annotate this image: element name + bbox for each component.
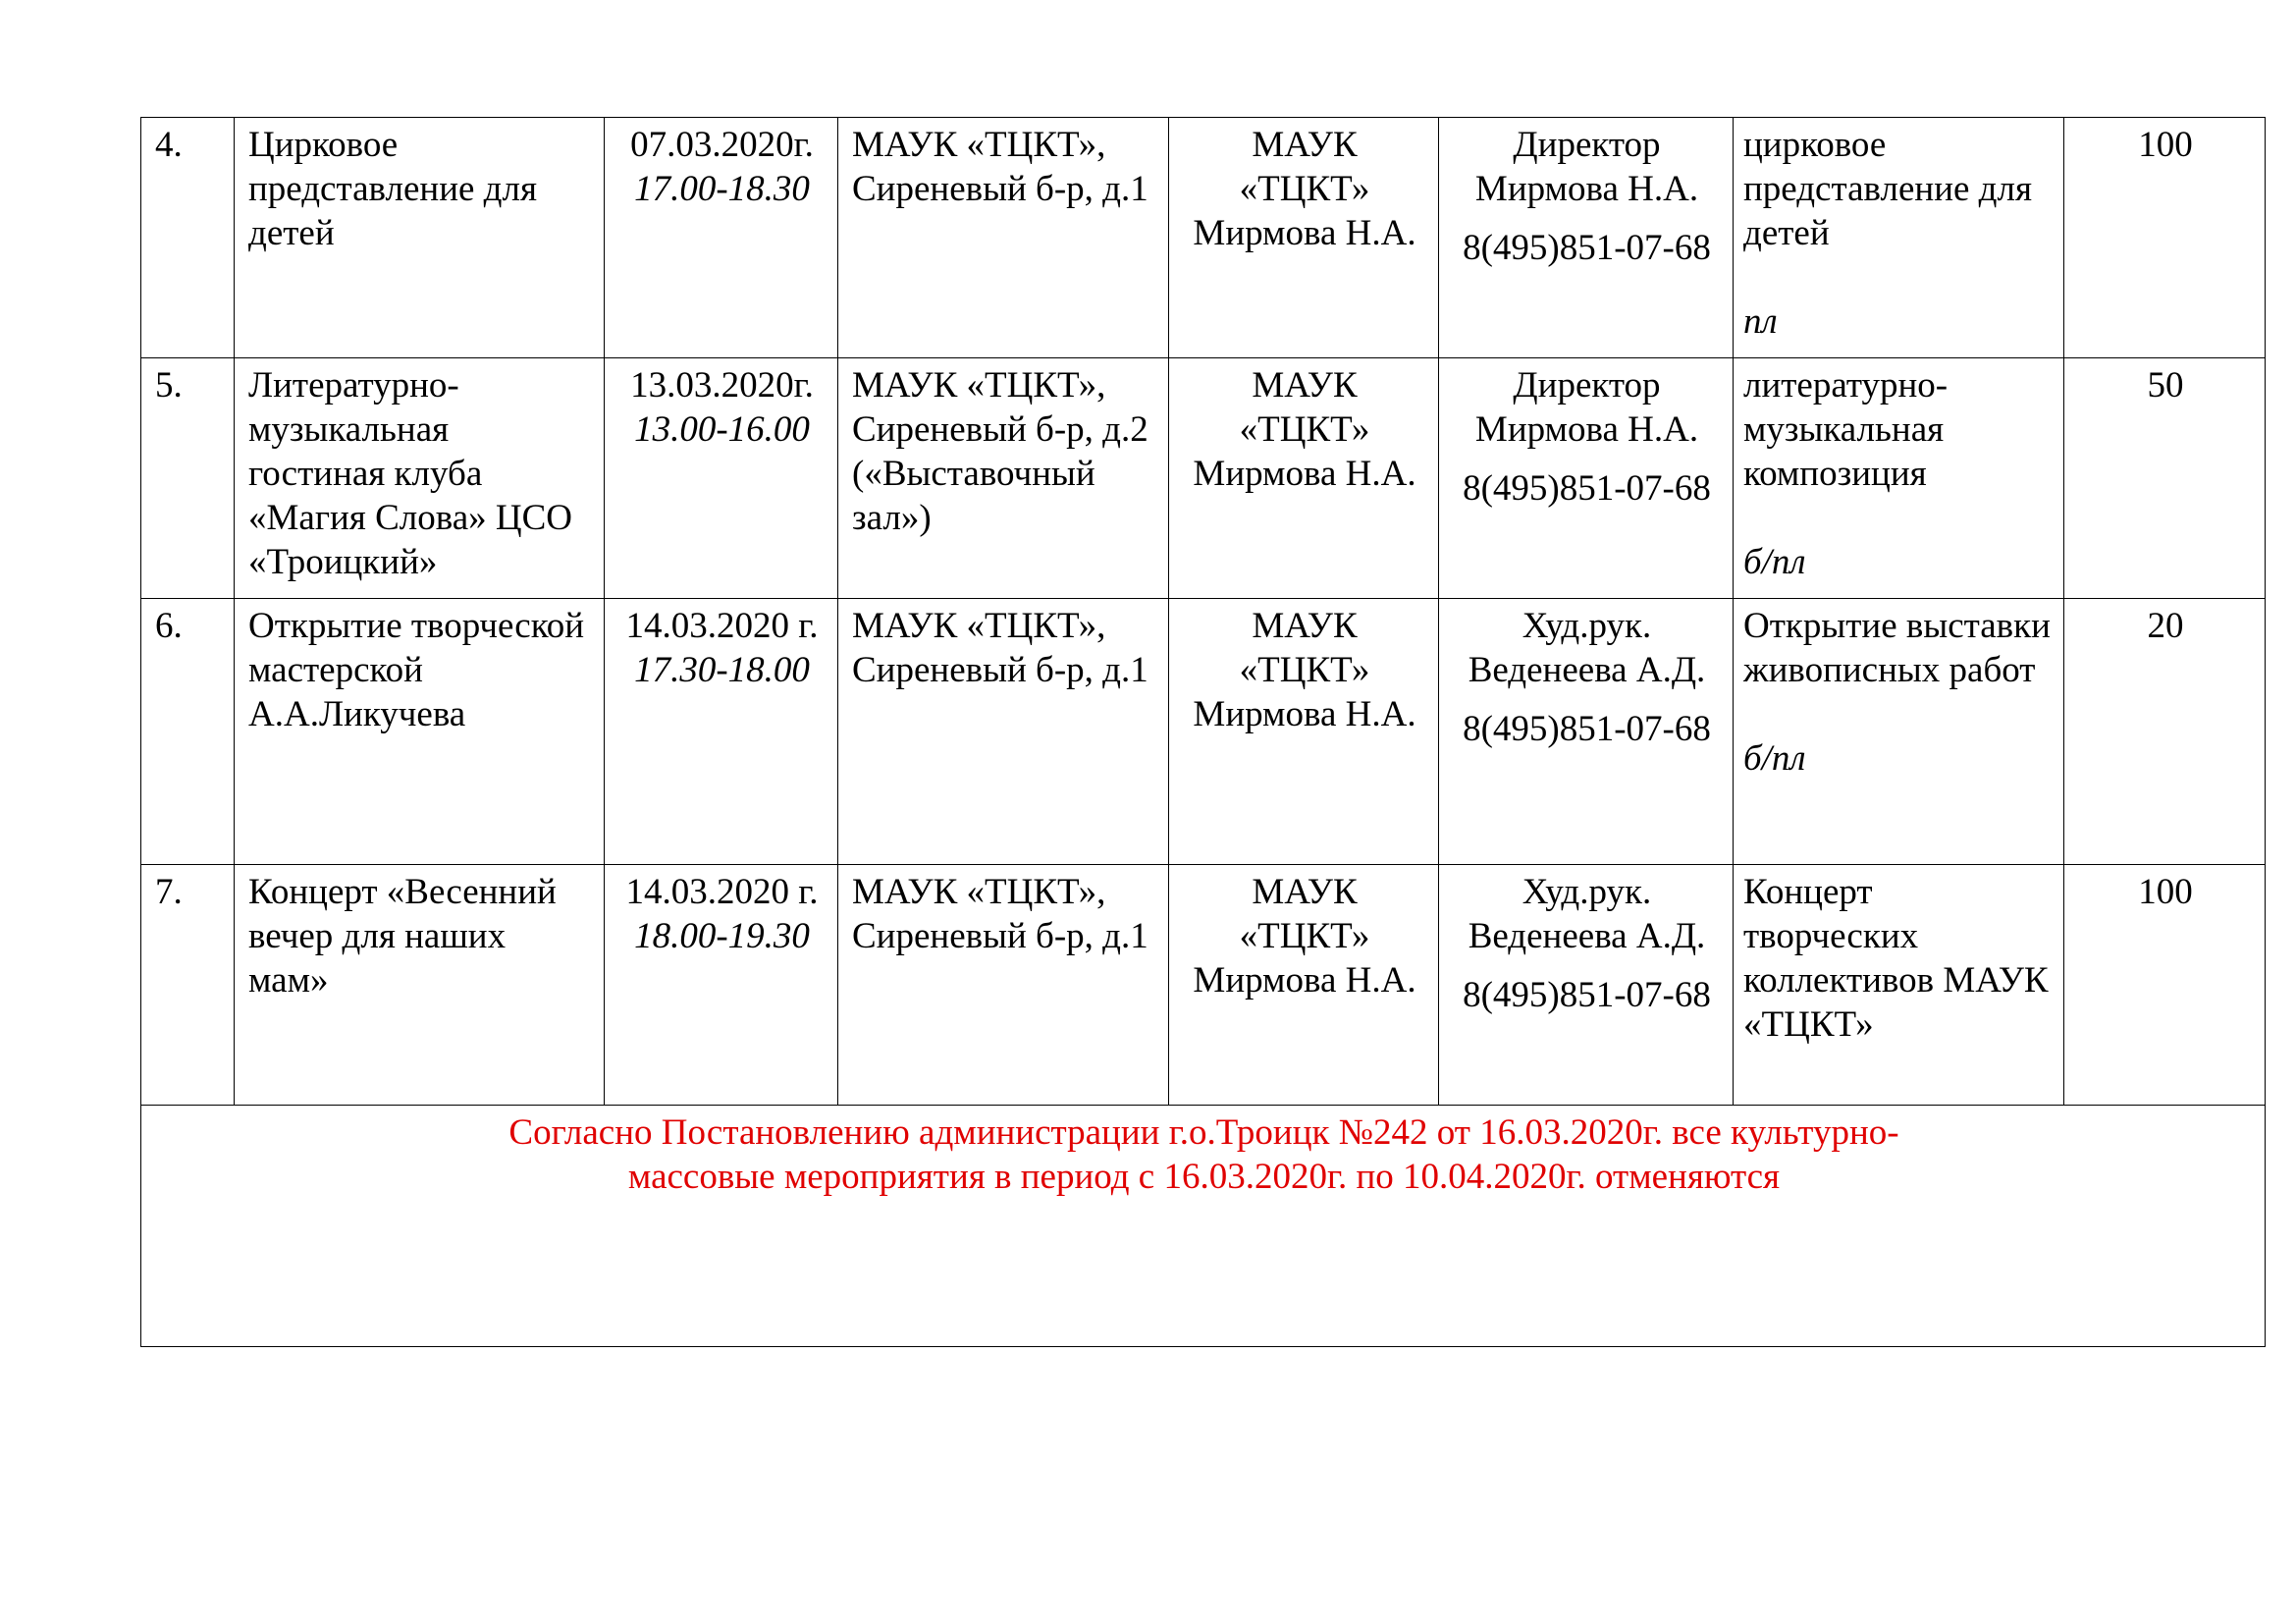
payment-type: пл — [1743, 301, 1778, 342]
responsible-phone: 8(495)851-07-68 — [1463, 709, 1711, 749]
event-description — [1734, 865, 2064, 1106]
table-row — [141, 358, 2266, 599]
table-row — [141, 865, 2266, 1106]
event-name: Открытие творческой мастерской А.А.Ликучева — [235, 599, 605, 865]
attendee-count: 100 — [2064, 118, 2266, 358]
events-table — [140, 117, 2266, 1347]
attendee-count: 20 — [2064, 599, 2266, 865]
description-text: литературно-музыкальная композиция — [1743, 365, 1949, 494]
event-name: Концерт «Весенний вечер для наших мам» — [235, 865, 605, 1106]
event-responsible — [1439, 358, 1734, 599]
event-time: 13.00-16.00 — [634, 409, 810, 450]
table-row — [141, 599, 2266, 865]
event-responsible — [1439, 599, 1734, 865]
row-number: 7. — [141, 865, 235, 1106]
event-time: 17.00-18.30 — [634, 169, 810, 209]
table-row — [141, 118, 2266, 358]
row-number: 5. — [141, 358, 235, 599]
event-name: Литературно-музыкальная гостиная клуба «Магия Слова» ЦСО «Троицкий» — [235, 358, 605, 599]
event-description — [1734, 358, 2064, 599]
event-place: МАУК «ТЦКТ», Сиреневый б-р, д.1 — [838, 118, 1169, 358]
attendee-count: 100 — [2064, 865, 2266, 1106]
event-organizer: МАУК «ТЦКТ» Мирмова Н.А. — [1169, 599, 1439, 865]
responsible-phone: 8(495)851-07-68 — [1463, 468, 1711, 509]
event-datetime — [605, 865, 838, 1106]
payment-type: б/пл — [1743, 738, 1806, 779]
event-organizer: МАУК «ТЦКТ» Мирмова Н.А. — [1169, 118, 1439, 358]
event-datetime — [605, 599, 838, 865]
row-number: 6. — [141, 599, 235, 865]
event-datetime — [605, 118, 838, 358]
payment-type: б/пл — [1743, 542, 1806, 582]
responsible-role: Директор — [1513, 365, 1661, 406]
description-text: цирковое представление для детей — [1743, 125, 2032, 253]
event-responsible — [1439, 865, 1734, 1106]
responsible-phone: 8(495)851-07-68 — [1463, 975, 1711, 1015]
responsible-role: Директор — [1513, 125, 1661, 165]
cancellation-notice — [141, 1106, 2266, 1347]
event-responsible — [1439, 118, 1734, 358]
attendee-count: 50 — [2064, 358, 2266, 599]
event-time: 18.00-19.30 — [634, 916, 810, 956]
description-text: Открытие выставки живописных работ — [1743, 606, 2051, 690]
responsible-phone: 8(495)851-07-68 — [1463, 228, 1711, 268]
notice-row — [141, 1106, 2266, 1347]
event-name: Цирковое представление для детей — [235, 118, 605, 358]
event-date: 14.03.2020 г. — [625, 606, 819, 646]
row-number: 4. — [141, 118, 235, 358]
responsible-name: Веденеева А.Д. — [1468, 916, 1706, 956]
responsible-name: Мирмова Н.А. — [1474, 169, 1699, 209]
event-date: 13.03.2020г. — [630, 365, 814, 406]
responsible-role: Худ.рук. — [1522, 872, 1652, 912]
notice-line-2: массовые мероприятия в период с 16.03.2020г. по 10.04.2020г. отменяются — [627, 1157, 1781, 1197]
notice-line-1: Согласно Постановлению администрации г.о.Троицк №242 от 16.03.2020г. все культурно- — [508, 1112, 1899, 1153]
event-organizer: МАУК «ТЦКТ» Мирмова Н.А. — [1169, 358, 1439, 599]
event-place: МАУК «ТЦКТ», Сиреневый б-р, д.1 — [838, 599, 1169, 865]
event-place: МАУК «ТЦКТ», Сиреневый б-р, д.1 — [838, 865, 1169, 1106]
responsible-role: Худ.рук. — [1522, 606, 1652, 646]
event-date: 14.03.2020 г. — [625, 872, 819, 912]
event-organizer: МАУК «ТЦКТ» Мирмова Н.А. — [1169, 865, 1439, 1106]
event-description — [1734, 118, 2064, 358]
event-datetime — [605, 358, 838, 599]
responsible-name: Мирмова Н.А. — [1474, 409, 1699, 450]
description-text: Концерт творческих коллективов МАУК «ТЦКТ» — [1743, 872, 2049, 1045]
event-date: 07.03.2020г. — [630, 125, 814, 165]
event-description — [1734, 599, 2064, 865]
event-place: МАУК «ТЦКТ», Сиреневый б-р, д.2 («Выставочный зал») — [838, 358, 1169, 599]
event-time: 17.30-18.00 — [634, 650, 810, 690]
responsible-name: Веденеева А.Д. — [1468, 650, 1706, 690]
